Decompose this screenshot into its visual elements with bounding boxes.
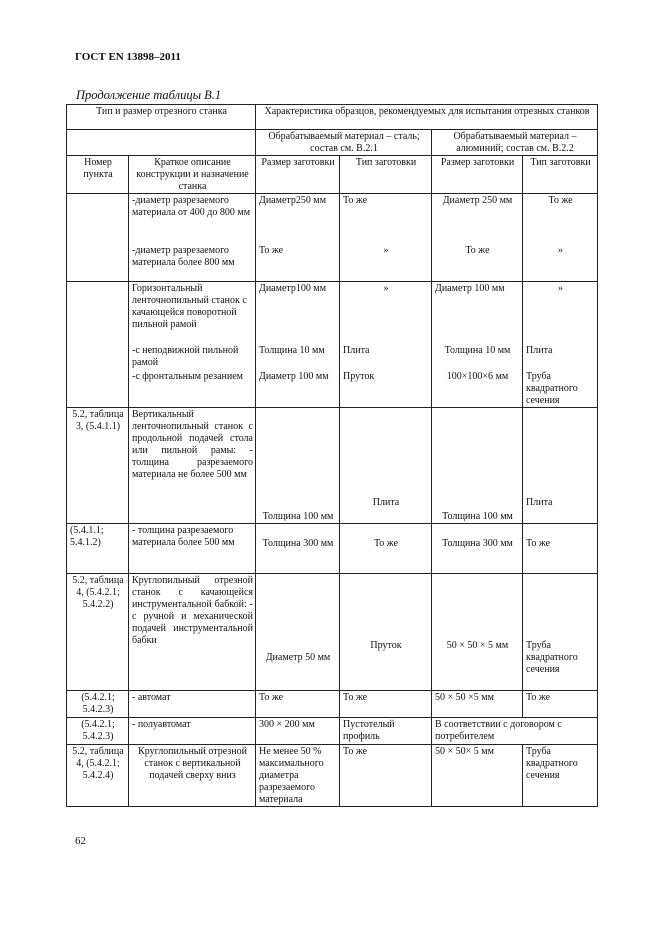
- aluminium-material-head: Обрабатываемый материал – алюминий; состав см. В.2.2: [432, 130, 598, 156]
- page-number: 62: [75, 835, 86, 847]
- row-steel-size: То же: [256, 691, 340, 718]
- row-steel-size: Толщина 100 мм: [256, 408, 340, 524]
- row-steel-size: Диаметр100 мм: [256, 282, 340, 344]
- col-head-description: Краткое описание конструкции и назначение станка: [129, 156, 256, 194]
- row-alu-type: То же: [523, 691, 598, 718]
- row-alu-size: 50 × 50 ×5 мм: [432, 691, 523, 718]
- row-description: -с неподвижной пильной рамой: [129, 344, 256, 370]
- row-description: Круглопильный отрезной станок с качающейся инструментальной бабкой: - с ручной и механической подачей инструментальной бабки: [129, 574, 256, 691]
- table-row: [67, 745, 598, 807]
- row-alu-size: Толщина 100 мм: [432, 408, 523, 524]
- row-steel-size: Не менее 50 % максимального диаметра разрезаемого материала: [256, 745, 340, 807]
- row-alu-merged: В соответствии с договором с потребителем: [432, 718, 598, 745]
- row-steel-type: Пруток: [340, 370, 432, 408]
- col-head-steel-size: Размер заготовки: [256, 156, 340, 194]
- row-alu-size: То же: [432, 244, 523, 282]
- row-description: - полуавтомат: [129, 718, 256, 745]
- row-number: 5.2, таблица 4, (5.4.2.1; 5.4.2.2): [67, 574, 129, 691]
- row-alu-type: Плита: [523, 344, 598, 370]
- row-alu-size: 50 × 50× 5 мм: [432, 745, 523, 807]
- col-head-alu-type: Тип заготовки: [523, 156, 598, 194]
- row-steel-type: То же: [340, 745, 432, 807]
- row-alu-type: Труба квадратного сечения: [523, 574, 598, 691]
- row-steel-size: Диаметр 50 мм: [256, 574, 340, 691]
- table-row: [67, 194, 598, 244]
- row-number: [67, 282, 129, 408]
- group-head-specimens: Характеристика образцов, рекомендуемых для испытания отрезных станков: [256, 105, 598, 130]
- row-alu-size: Диаметр 100 мм: [432, 282, 523, 344]
- row-description: Вертикальный ленточнопильный станок с продольной подачей стола или пильной рамы: - толщина разрезаемого материала не более 500 мм: [129, 408, 256, 524]
- col-head-alu-size: Размер заготовки: [432, 156, 523, 194]
- row-steel-size: Толщина 10 мм: [256, 344, 340, 370]
- row-alu-size: Диаметр 250 мм: [432, 194, 523, 244]
- table-row: [67, 370, 598, 408]
- table-row: [67, 282, 598, 344]
- row-description: - толщина разрезаемого материала более 500 мм: [129, 524, 256, 574]
- row-steel-type: Плита: [340, 344, 432, 370]
- row-number: (5.4.2.1; 5.4.2.3): [67, 718, 129, 745]
- row-steel-size: Диаметр 100 мм: [256, 370, 340, 408]
- row-description: Горизонтальный ленточнопильный станок с качающейся поворотной пильной рамой: [129, 282, 256, 344]
- table-row: [67, 718, 598, 745]
- row-alu-size: 50 × 50 × 5 мм: [432, 574, 523, 691]
- steel-material-head: Обрабатываемый материал – сталь; состав см. В.2.1: [256, 130, 432, 156]
- col-head-steel-type: Тип заготовки: [340, 156, 432, 194]
- row-alu-type: То же: [523, 194, 598, 244]
- row-description: Круглопильный отрезной станок с вертикальной подачей сверху вниз: [129, 745, 256, 807]
- row-alu-type: »: [523, 282, 598, 344]
- row-steel-type: Пустотелый профиль: [340, 718, 432, 745]
- row-alu-size: Толщина 300 мм: [432, 524, 523, 574]
- row-alu-type: Плита: [523, 408, 598, 524]
- row-alu-type: То же: [523, 524, 598, 574]
- row-steel-size: То же: [256, 244, 340, 282]
- row-number: 5.2, таблица 3, (5.4.1.1): [67, 408, 129, 524]
- row-steel-type: »: [340, 282, 432, 344]
- group-head-machine: Тип и размер отрезного станка: [67, 105, 256, 130]
- table-row: [67, 408, 598, 524]
- row-number: (5.4.2.1; 5.4.2.3): [67, 691, 129, 718]
- row-alu-size: Толщина 10 мм: [432, 344, 523, 370]
- col-head-number: Номер пункта: [67, 156, 129, 194]
- row-alu-type: »: [523, 244, 598, 282]
- row-number: 5.2, таблица 4, (5.4.2.1; 5.4.2.4): [67, 745, 129, 807]
- row-number: [67, 194, 129, 282]
- specimen-table: [66, 104, 598, 807]
- row-description: -диаметр разрезаемого материала более 800 мм: [129, 244, 256, 282]
- table-row: [67, 574, 598, 691]
- row-description: -с фронтальным резанием: [129, 370, 256, 408]
- row-steel-type: То же: [340, 524, 432, 574]
- row-alu-type: Труба квадратного сечения: [523, 745, 598, 807]
- row-steel-size: Диаметр250 мм: [256, 194, 340, 244]
- row-steel-size: 300 × 200 мм: [256, 718, 340, 745]
- row-description: - автомат: [129, 691, 256, 718]
- row-number: (5.4.1.1; 5.4.1.2): [67, 524, 129, 574]
- table-row: [67, 524, 598, 574]
- document-header: ГОСТ EN 13898–2011: [75, 51, 181, 63]
- table-row: [67, 344, 598, 370]
- table-row: [67, 244, 598, 282]
- row-steel-type: Пруток: [340, 574, 432, 691]
- row-description: -диаметр разрезаемого материала от 400 до 800 мм: [129, 194, 256, 244]
- row-steel-size: Толщина 300 мм: [256, 524, 340, 574]
- row-steel-type: То же: [340, 691, 432, 718]
- table-caption: Продолжение таблицы В.1: [76, 88, 222, 102]
- row-steel-type: »: [340, 244, 432, 282]
- table-row: [67, 691, 598, 718]
- row-steel-type: Плита: [340, 408, 432, 524]
- row-alu-type: Труба квадратного сечения: [523, 370, 598, 408]
- row-alu-size: 100×100×6 мм: [432, 370, 523, 408]
- row-steel-type: То же: [340, 194, 432, 244]
